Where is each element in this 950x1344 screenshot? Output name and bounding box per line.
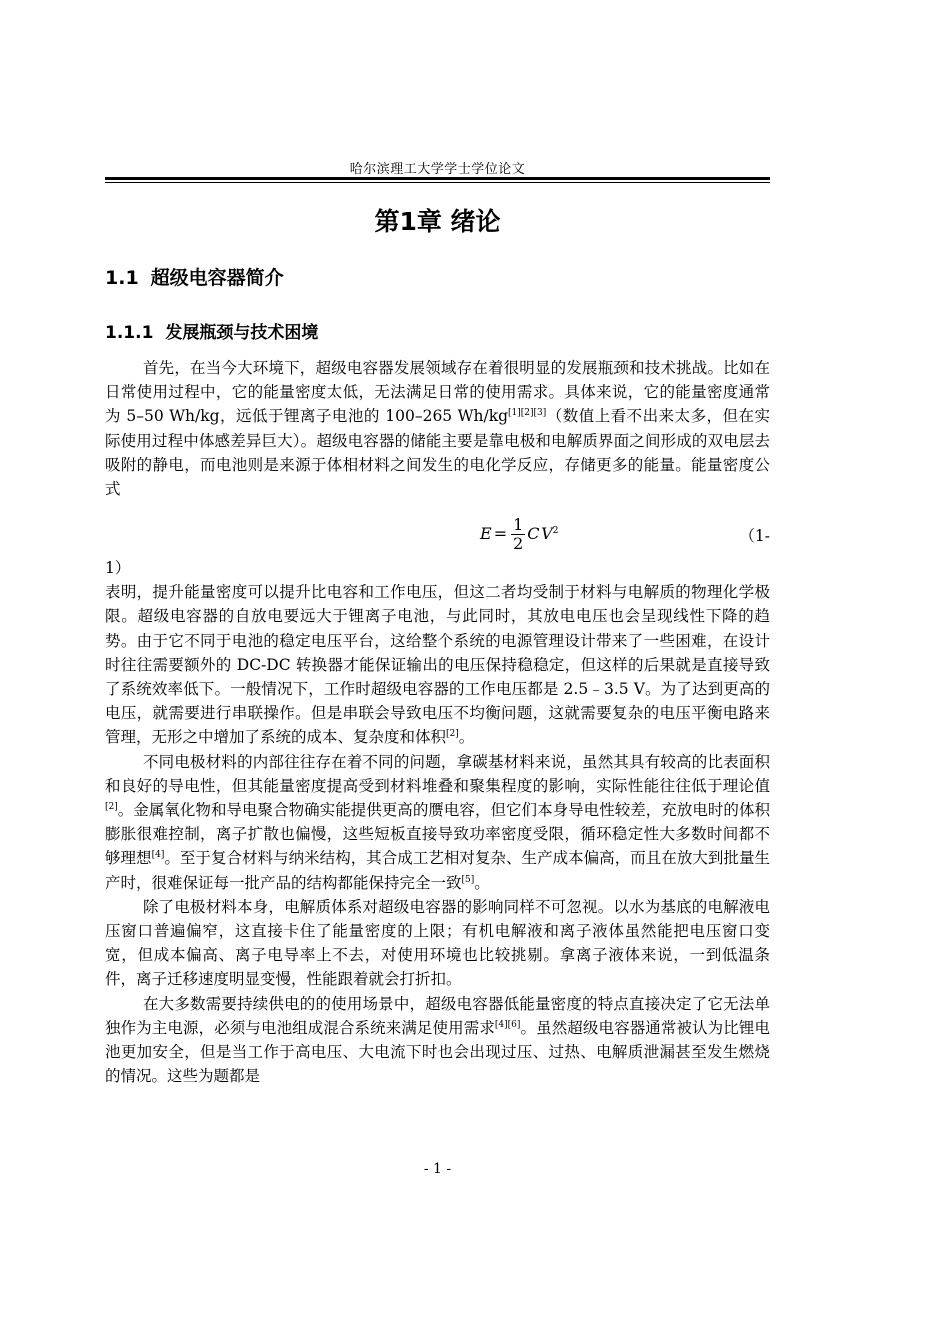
paragraph-text: 不同电极材料的内部往往存在着不同的问题，拿碳基材料来说，虽然其具有较高的比表面积和良好的导电性，但其能量密度提高受到材料堆叠和聚集程度的影响，实际性能往往低于理论值 xyxy=(105,752,770,795)
section-title: 超级电容器简介 xyxy=(150,267,284,289)
citation: [2] xyxy=(105,802,118,813)
citation: [2] xyxy=(446,729,459,740)
subsection-title: 发展瓶颈与技术困境 xyxy=(165,323,319,343)
formula-fraction xyxy=(511,516,525,553)
paragraph-text: 表明，提升能量密度可以提升比电容和工作电压，但这二者均受制于材料与电解质的物理化学极限。超级电容器的自放电要远大于锂离子电池，与此同时，其放电电压也会呈现线性下降的趋势。由于它不同于电池的稳定电压平台，这给整个系统的电源管理设计带来了一些困难，在设计时往往需要额外的 DC-DC 转换器才能保证输出的电压保持稳稳定，但这样的后果就是直接导致了系统效率低下。一般情况下，工作时超级电容器的工作电压都是 2.5﹣3.5 V。为了达到更高的电压，就需要进行串联操作。但是串联会导致电压不均衡问题，这就需要复杂的电压平衡电路来管理，无形之中增加了系统的成本、复杂度和体积 xyxy=(105,583,770,747)
formula-exponent: 2 xyxy=(552,526,559,536)
paragraph-text: 。金属氧化物和导电聚合物确实能提供更高的赝电容，但它们本身导电性较差，充放电时的体积膨胀很难控制，离子扩散也偏慢，这些短板直接导致功率密度受限，循环稳定性大多数时间都不够理想 xyxy=(105,801,770,868)
paragraph-text: 在大多数需要持续供电的的使用场景中，超级电容器低能量密度的特点直接决定了它无法单独作为主电源，必须与电池组成混合系统来满足使用需求 xyxy=(105,994,770,1037)
paragraph-2 xyxy=(105,556,770,1088)
header-rule-thick xyxy=(105,177,770,180)
citation: [1][2][3] xyxy=(508,408,547,419)
formula-voltage: V xyxy=(541,524,553,543)
section-number: 1.1 xyxy=(105,267,139,289)
citation: [6] xyxy=(507,1019,521,1030)
equation-number-wrap: 1） xyxy=(105,559,131,577)
formula-expression xyxy=(480,516,558,553)
chapter-title: 第1章 绪论 xyxy=(374,207,501,236)
paragraph-text: 。 xyxy=(474,873,490,892)
fraction-denominator: 2 xyxy=(513,534,524,553)
paragraph-text: 。 xyxy=(458,728,475,747)
formula-capacitance: C xyxy=(527,524,540,543)
citation: [4] xyxy=(494,1019,508,1030)
citation: [5] xyxy=(461,874,475,885)
section-heading xyxy=(105,263,284,290)
energy-density-formula xyxy=(105,514,770,558)
page-number: - 1 - xyxy=(423,1161,452,1177)
paragraph-text: （数值上看不出来太多，但在实际使用过程中体感差异巨大）。超级电容器的储能主要是靠电极和电解质界面之间形成的双电层去吸附的静电，而电池则是来源于体相材料之间发生的电化学反应，存储更多的能量。能量密度公式 xyxy=(105,407,770,499)
header-rule-thin xyxy=(105,182,770,183)
subsection-heading xyxy=(105,318,318,343)
paragraph-1 xyxy=(105,356,770,501)
formula-lhs: E xyxy=(480,524,492,543)
formula-equals: = xyxy=(493,524,508,543)
paragraph-text: 首先，在当今大环境下，超级电容器发展领域存在着很明显的发展瓶颈和技术挑战。比如在日常使用过程中，它的能量密度太低，无法满足日常的使用需求。具体来说，它的能量密度通常为 5–50 Wh/kg，远低于锂离子电池的 100–265 Wh/kg xyxy=(105,359,770,426)
subsection-number: 1.1.1 xyxy=(105,323,154,343)
paragraph-text: 。至于复合材料与纳米结构，其合成工艺相对复杂、生产成本偏高，而且在放大到批量生产时，很难保证每一批产品的结构都能保持完全一致 xyxy=(105,849,770,892)
equation-number: （1- xyxy=(739,527,770,545)
running-header: 哈尔滨理工大学学士学位论文 xyxy=(349,162,526,177)
paragraph-text: 除了电极材料本身，电解质体系对超级电容器的影响同样不可忽视。以水为基底的电解液电压窗口普遍偏窄，这直接卡住了能量密度的上限；有机电解液和离子液体虽然能把电压窗口变宽，但成本偏高、离子电导率上不去，对使用环境也比较挑剔。拿离子液体来说，一到低温条件，离子迁移速度明显变慢，性能跟着就会打折扣。 xyxy=(105,897,770,989)
fraction-numerator: 1 xyxy=(513,515,524,534)
citation: [4] xyxy=(151,850,165,861)
paragraph-text: 。虽然超级电容器通常被认为比锂电池更加安全，但是当工作于高电压、大电流下时也会出现过压、过热、电解质泄漏甚至发生燃烧的情况。这些为题都是 xyxy=(105,1018,770,1086)
